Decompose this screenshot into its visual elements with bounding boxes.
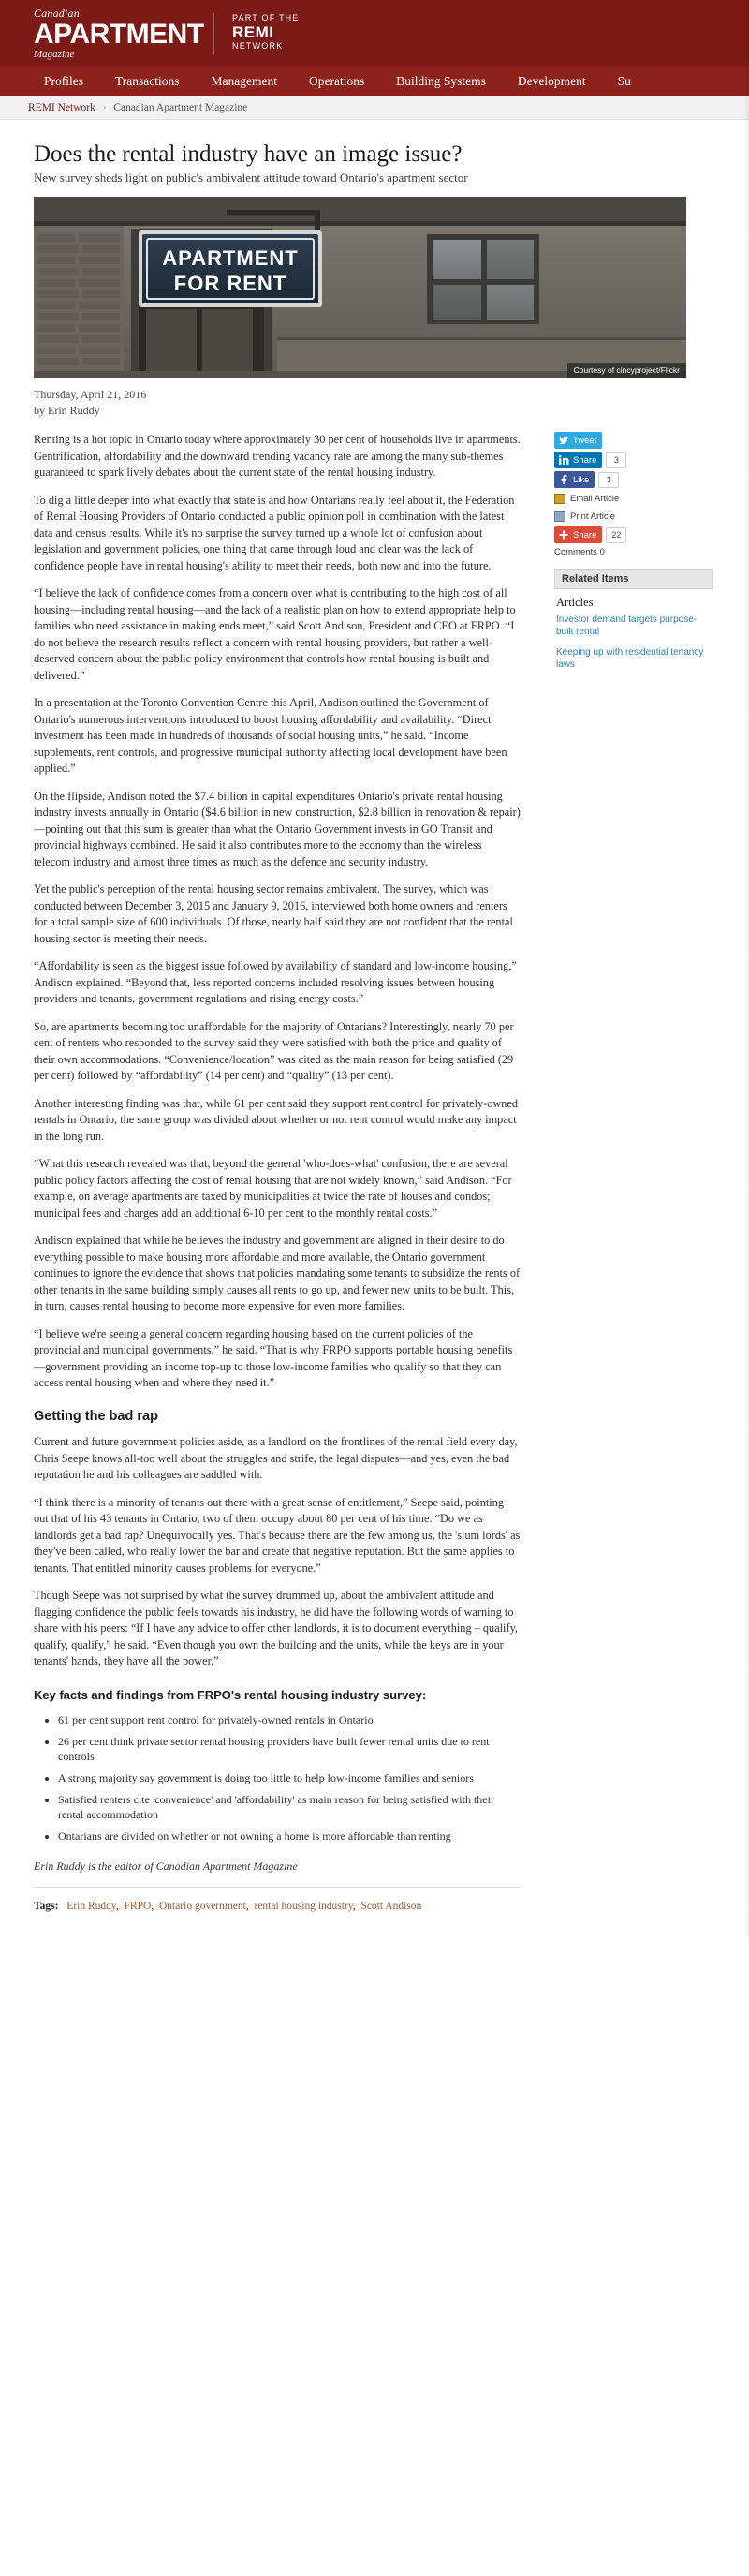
- body-columns: [34, 432, 721, 1915]
- facebook-like-button[interactable]: [554, 471, 713, 488]
- article-paragraph: To dig a little deeper into what exactly that state is and how Ontarians really feel about it, the Federation of Rental Housing Providers of Ontario conducted a public opinion poll in combination with the latest data and census results. While it's no surprise the survey turned up a whole lot of confusion about legislation and government policies, one thing that came through loud and clear was the lack of confidence people have in rental housing's ability to meet their needs, both now and into the future.: [34, 493, 515, 572]
- list-item: • 61 per cent support rent control for privately-owned rentals in Ontario: [58, 1712, 521, 1727]
- breadcrumb: [0, 96, 749, 120]
- article-paragraph: Though Seepe was not surprised by what the survey drummed up, about the ambivalent attitude and flagging confidence the public feels towards his industry, he did have the following words of warning to share with his peers: “If I have any advice to offer other landlords, it is to document everything – qualify, qualify, qualify,” he said. “Even though you own the building and the units, while the keys are in your tenants' hands, they have all the power.”: [34, 1589, 518, 1667]
- article-paragraph: “I think there is a minority of tenants out there with a great sense of entitlement,” Seepe said, pointing out that of his 43 tenants in Ontario, two of them occupy about 80 per cent of his time. “Do we as landlords get a bad rap? Unequivocally yes. That's because there are the few among us, the 'slum lords' as they've been called, who really lower the bar and create that negative reputation. But the same applies to tenants. That entitled minority causes problems for everyone.”: [34, 1495, 521, 1575]
- addthis-share-label: Share: [573, 529, 597, 540]
- twitter-icon: [558, 435, 569, 446]
- nav-item-management[interactable]: Management: [211, 74, 277, 88]
- breadcrumb-root-link[interactable]: REMI Network: [28, 101, 95, 113]
- addthis-share-count: 22: [606, 527, 626, 543]
- author-note: Erin Ruddy is the editor of Canadian Apartment Magazine: [34, 1858, 521, 1888]
- section-heading: Getting the bad rap: [34, 1408, 158, 1424]
- hero-image: [34, 197, 686, 378]
- svg-text:APARTMENT: APARTMENT: [162, 246, 299, 270]
- article-paragraph: “What this research revealed was that, beyond the general 'who-does-what' confusion, there are several public policy factors affecting the cost of rental housing that are not widely known,” said Andison. “For example, on average apartments are taxed by municipalities at twice the rate of houses and condos; municipal fees and charges add an additional 6-10 per cent to the monthly rental costs.”: [34, 1157, 512, 1220]
- nav-item-development[interactable]: Development: [517, 74, 586, 88]
- content-area: [0, 120, 749, 1937]
- key-facts-heading: Key facts and findings from FRPO's rental housing industry survey:: [34, 1687, 427, 1702]
- article-paragraph: On the flipside, Andison noted the $7.4 billion in capital expenditures Ontario's private rental housing industry invests annually in Ontario ($4.6 billion in new construction, $2.8 billion in renovation & repair)—pointing out that this sum is greater than what the Ontario Government invests in GO Transit and provincial highways combined. He said it also contributes more to the economy than the wireless telecom industry and almost three times as much as the defence and security industry.: [34, 789, 521, 868]
- printer-icon: [554, 511, 565, 522]
- nav-item-operations[interactable]: Operations: [309, 74, 365, 88]
- related-items-subheader: Articles: [556, 596, 594, 609]
- article-paragraph: Current and future government policies aside, as a landlord on the frontlines of the rental field every day, Chris Seepe knows all-too well about the struggles and strife, the legal disputes—and yes, even the bad reputation he and his colleagues are saddled with.: [34, 1435, 518, 1481]
- article-paragraph: Another interesting finding was that, while 61 per cent said they support rent control for privately-owned rentals in Ontario, the same group was divided about whether or not rent control would make any impact in the long run.: [34, 1096, 519, 1143]
- remi-name-label: REMI: [232, 23, 274, 41]
- breadcrumb-current: Canadian Apartment Magazine: [113, 101, 248, 113]
- facebook-like-count: 3: [598, 472, 619, 488]
- related-item-link[interactable]: Keeping up with residential tenancy laws: [556, 647, 704, 670]
- list-item: • 26 per cent think private sector rental housing providers have built fewer rental units due to rent controls: [58, 1734, 521, 1764]
- logo-line-apartment: APARTMENT: [34, 19, 204, 50]
- bottom-spacer: [34, 1915, 721, 1937]
- tag-link[interactable]: rental housing industry: [254, 1900, 353, 1912]
- remi-network-logo[interactable]: [232, 13, 300, 52]
- masthead-divider: [213, 13, 214, 54]
- tag-link[interactable]: FRPO: [124, 1900, 152, 1912]
- apartment-for-rent-sign: [139, 230, 322, 307]
- article-paragraph: Yet the public's perception of the rental housing sector remains ambivalent. The survey, which was conducted between December 3, 2015 and January 9, 2016, interviewed both home owners and renters for a total sample size of 600 individuals. Of those, nearly half said they are not confident that the rental housing sector is meeting their needs.: [34, 882, 513, 945]
- facebook-icon: [558, 474, 569, 485]
- tags-label: Tags:: [34, 1900, 59, 1912]
- tags-row: Tags: Erin Ruddy, FRPO, Ontario government, rental housing industry, Scott Andison: [34, 1900, 422, 1912]
- remi-part-of-label: PART OF THE: [232, 13, 300, 22]
- article-paragraph: “Affordability is seen as the biggest issue followed by availability of standard and low-income housing,” Andison explained. “Beyond that, less reported concerns included resolving issues between housing providers and tenants, government regulations and rising energy costs.”: [34, 959, 517, 1005]
- nav-item-building-systems[interactable]: Building Systems: [396, 74, 486, 88]
- key-facts-list: [34, 1712, 521, 1843]
- nav-item-transactions[interactable]: Transactions: [115, 74, 180, 88]
- author-byline: by Erin Ruddy: [34, 404, 100, 417]
- article-sidebar: [554, 432, 713, 679]
- remi-network-label: NETWORK: [232, 41, 284, 51]
- chevron-right-icon: ›: [102, 102, 107, 112]
- logo-line-magazine: Magazine: [34, 49, 75, 60]
- print-article-label: Print Article: [570, 511, 616, 522]
- comments-count[interactable]: Comments 0: [554, 547, 605, 557]
- tag-link[interactable]: Erin Ruddy: [66, 1900, 116, 1912]
- linkedin-share-button[interactable]: [554, 452, 713, 468]
- article-body: [34, 432, 521, 1915]
- logo-line-canadian: Canadian: [34, 7, 80, 20]
- linkedin-share-count: 3: [606, 452, 626, 468]
- facebook-like-label: Like: [573, 474, 590, 485]
- email-article-label: Email Article: [570, 493, 620, 504]
- article-paragraph: Andison explained that while he believes the industry and government are aligned in their desire to do everything possible to make housing more affordable and more available, the Ontario government continues to ignore the evidence that shows that policies mandating some tenants to subsidize the rents of other tenants in the same building simply causes all rents to go up, and fewer new units to be built. This, in turn, causes rental housing to become more expensive for even more families.: [34, 1234, 521, 1312]
- addthis-share-button[interactable]: [554, 526, 713, 543]
- publish-date: Thursday, April 21, 2016: [34, 388, 147, 401]
- linkedin-icon: [558, 454, 569, 466]
- article-paragraph: Renting is a hot topic in Ontario today where approximately 30 per cent of households live in apartments. Gentrification, affordability and the downward trending vacancy rate are among the many sub-themes guaranteed to spark lively debates about the current state of the rental housing industry.: [34, 433, 521, 479]
- nav-item-su[interactable]: Su: [617, 74, 631, 88]
- related-item-link[interactable]: Investor demand targets purpose-built rental: [556, 614, 698, 637]
- linkedin-share-label: Share: [573, 454, 597, 466]
- article-paragraph: “I believe we're seeing a general concern regarding housing based on the current policies of the provincial and municipal governments,” he said. “That is why FRPO supports portable housing benefits—government providing an income top-up to those low-income families who qualify so that they can access rental housing when and where they need it.”: [34, 1326, 513, 1389]
- article-paragraph: So, are apartments becoming too unaffordable for the majority of Ontarians? Interestingly, nearly 70 per cent of renters who responded to the survey said they were satisfied with both the price and quality of their own accommodations. “Convenience/location” was cited as the main reason for being satisfied (29 per cent) followed by “affordability” (14 per cent) and “quality” (13 per cent).: [34, 1019, 514, 1082]
- site-logo[interactable]: [34, 7, 204, 60]
- page-title: Does the rental industry have an image issue?: [34, 141, 463, 167]
- tag-link[interactable]: Ontario government: [158, 1900, 246, 1912]
- tweet-button[interactable]: [554, 432, 713, 449]
- image-credit: Courtesy of cincyproject/Flickr: [567, 363, 686, 378]
- list-item: • Ontarians are divided on whether or not owning a home is more affordable than renting: [58, 1828, 521, 1843]
- byline-block: [34, 387, 721, 419]
- article-paragraph: In a presentation at the Toronto Convention Centre this April, Andison outlined the Government of Ontario's numerous interventions introduced to boost housing affordability and availability. “Direct investment has been made in hundreds of thousands of social housing units,” he said. “Income supplements, rent controls, and progressive municipal authority affecting local development have been applied.”: [34, 696, 507, 775]
- nav-item-profiles[interactable]: Profiles: [44, 74, 83, 88]
- share-buttons: [554, 432, 713, 557]
- list-item: • A strong majority say government is doing too little to help low-income families and seniors: [58, 1770, 521, 1785]
- print-article-button[interactable]: [554, 509, 713, 524]
- hero-illustration: [34, 197, 686, 378]
- tag-link[interactable]: Scott Andison: [360, 1900, 422, 1912]
- related-items-header: Related Items: [554, 569, 713, 589]
- email-article-button[interactable]: [554, 491, 713, 506]
- list-item: • Satisfied renters cite 'convenience' and 'affordability' as main reason for being satisfied with their rental accommodation: [58, 1792, 521, 1822]
- article-paragraph: “I believe the lack of confidence comes from a concern over what is contributing to the high cost of all housing—including rental housing—and the lack of a realistic plan on how to extend appropriate help to families who need assistance in making ends meet,” said Scott Andison, President and CEO at FRPO. “I do not believe the research results reflect a concern with rental housing providers, but rather a well-deserved concern about the public policy environment that controls how rental housing is built and delivered.”: [34, 586, 516, 682]
- tweet-label: Tweet: [573, 435, 597, 446]
- related-items-box: [554, 569, 713, 679]
- nav-list: [0, 67, 749, 96]
- svg-text:FOR RENT: FOR RENT: [173, 272, 287, 295]
- main-navigation: [0, 67, 749, 96]
- email-icon: [554, 494, 565, 504]
- article-subtitle: New survey sheds light on public's ambivalent attitude toward Ontario's apartment sector: [34, 170, 468, 185]
- site-masthead: [0, 0, 749, 67]
- share-plus-icon: [558, 529, 569, 540]
